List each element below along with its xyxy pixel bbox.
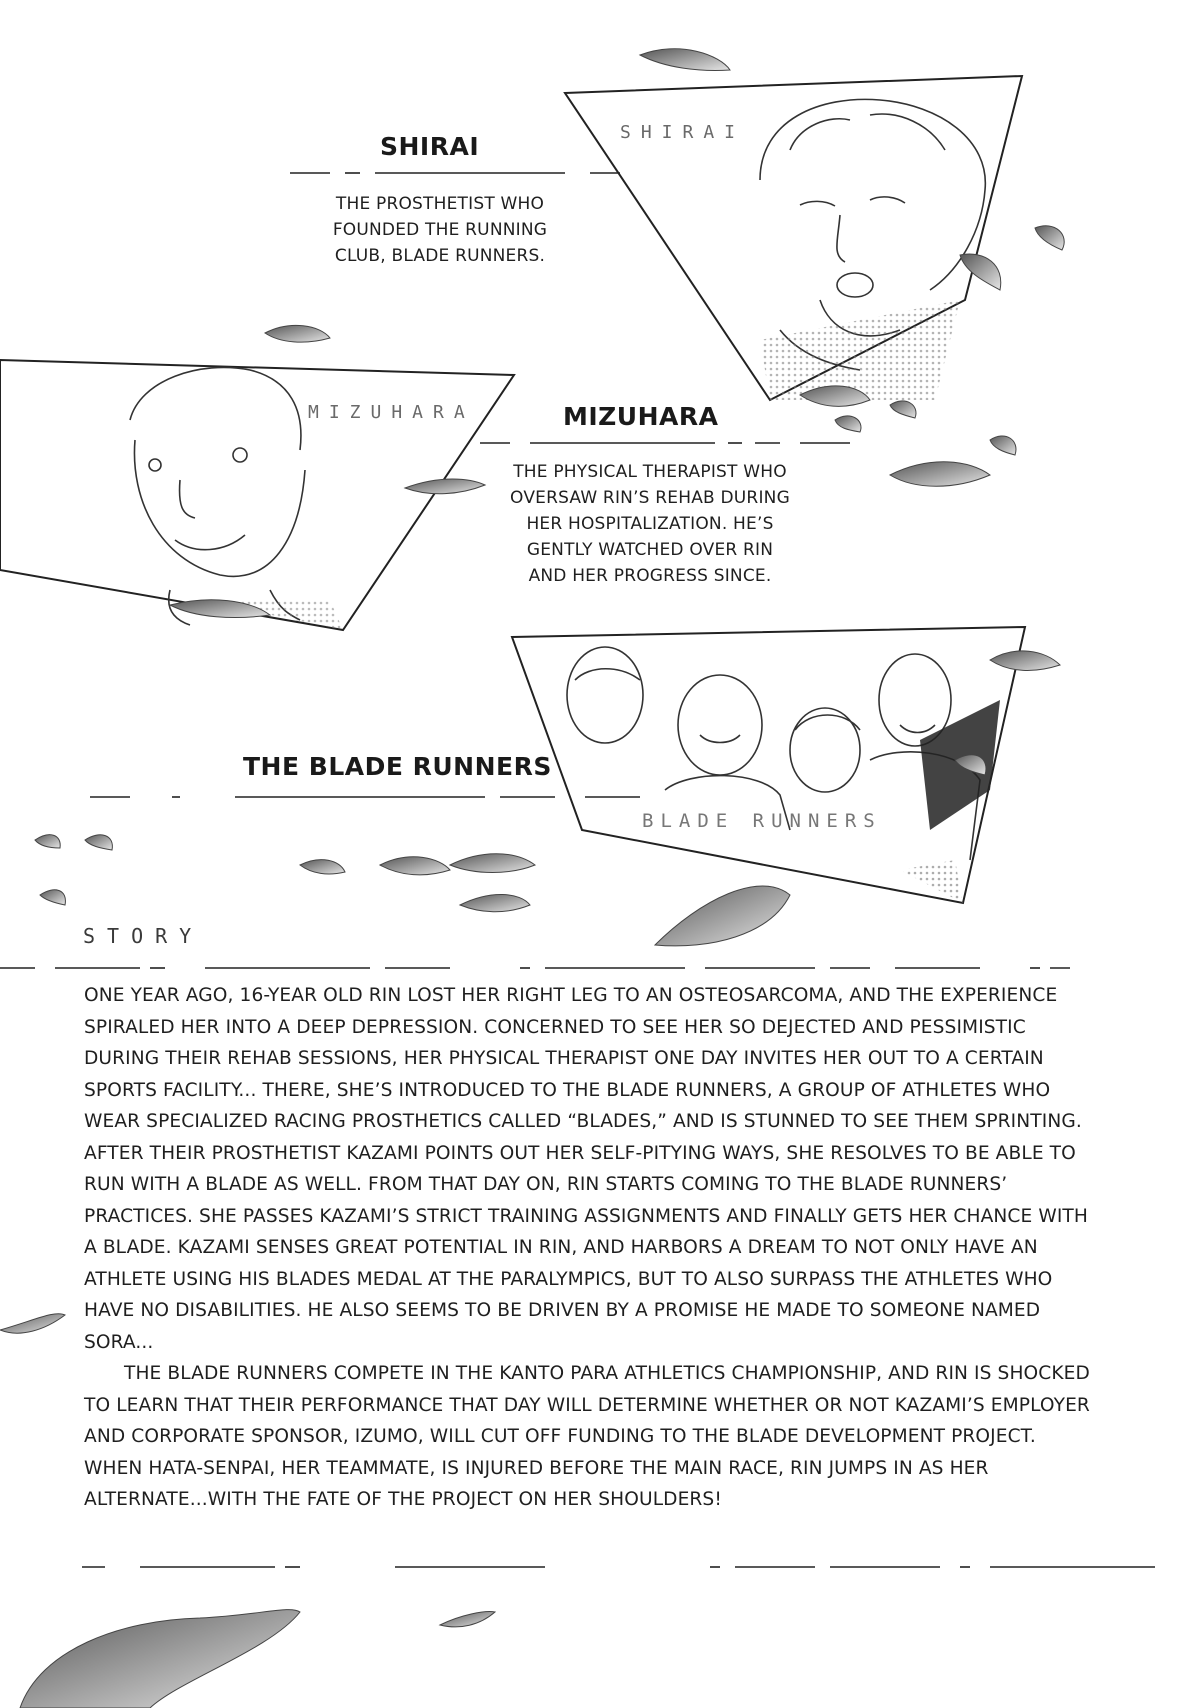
petal <box>35 835 60 848</box>
petal <box>450 854 535 873</box>
description-line: GENTLY WATCHED OVER RIN <box>526 540 774 560</box>
shirai-description <box>290 191 590 269</box>
mizuhara-panel-label: MIZUHARA <box>308 402 475 423</box>
petal <box>265 325 330 342</box>
petal <box>20 1610 300 1708</box>
petal <box>890 401 916 418</box>
mizuhara-name-heading: MIZUHARA <box>563 402 719 431</box>
petal <box>460 894 530 911</box>
description-line: AND HER PROGRESS SINCE. <box>528 566 772 586</box>
story-paragraph: THE BLADE RUNNERS COMPETE IN THE KANTO PARA ATHLETICS CHAMPIONSHIP, AND RIN IS SHOCKED TO LEARN THAT THEIR PERFORMANCE THAT DAY WILL DETERMINE WHETHER OR NOT KAZAMI’S EMPLOYER AND CORPORATE SPONSOR, IZUMO, WILL CUT OFF FUNDING TO THE BLADE DEVELOPMENT PROJECT. WHEN HATA-SENPAI, HER TEAMMATE, IS INJURED BEFORE THE MAIN RACE, RIN JUMPS IN AS HER ALTERNATE...WITH THE FATE OF THE PROJECT ON HER SHOULDERS! <box>84 1363 1090 1510</box>
story-label: STORY <box>83 924 204 948</box>
mizuhara-panel <box>0 360 514 630</box>
petal <box>85 835 112 850</box>
shirai-panel-label: SHIRAI <box>620 122 746 143</box>
blade-runners-panel-label: BLADE RUNNERS <box>642 810 882 832</box>
description-line: OVERSAW RIN’S REHAB DURING <box>510 488 790 508</box>
petal <box>655 886 790 946</box>
petal <box>835 416 861 432</box>
petal <box>440 1612 495 1627</box>
story-paragraph: ONE YEAR AGO, 16-YEAR OLD RIN LOST HER RIGHT LEG TO AN OSTEOSARCOMA, AND THE EXPERIENCE SPIRALED HER INTO A DEEP DEPRESSION. CONCERNED TO SEE HER SO DEJECTED AND PESSIMISTIC DURING THEIR REHAB SESSIONS, HER PHYSICAL THERAPIST ONE DAY INVITES HER OUT TO A CERTAIN SPORTS FACILITY... THERE, SHE’S INTRODUCED TO THE BLADE RUNNERS, A GROUP OF ATHLETES WHO WEAR SPECIALIZED RACING PROSTHETICS CALLED “BLADES,” AND IS STUNNED TO SEE THEM SPRINTING. AFTER THEIR PROSTHETIST KAZAMI POINTS OUT HER SELF-PITYING WAYS, SHE RESOLVES TO BE ABLE TO RUN WITH A BLADE AS WELL. FROM THAT DAY ON, RIN STARTS COMING TO THE BLADE RUNNERS’ PRACTICES. SHE PASSES KAZAMI’S STRICT TRAINING ASSIGNMENTS AND FINALLY GETS HER CHANCE WITH A BLADE. KAZAMI SENSES GREAT POTENTIAL IN RIN, AND HARBORS A DREAM TO NOT ONLY HAVE AN ATHLETE USING HIS BLADES MEDAL AT THE PARALYMPICS, BUT TO ALSO SURPASS THE ATHLETES WHO HAVE NO DISABILITIES. HE ALSO SEEMS TO BE DRIVEN BY A PROMISE HE MADE TO SOMEONE NAMED SORA... <box>84 985 1088 1353</box>
blade-runners-panel <box>512 627 1025 903</box>
petal <box>300 860 345 874</box>
blade-runners-name-heading: THE BLADE RUNNERS <box>243 752 552 781</box>
petal <box>990 436 1016 455</box>
petal <box>0 1314 65 1333</box>
mizuhara-description <box>450 459 850 589</box>
description-line: THE PROSTHETIST WHO <box>335 194 545 214</box>
petal <box>40 890 65 905</box>
petal <box>1035 226 1064 250</box>
petal <box>890 462 990 486</box>
description-line: HER HOSPITALIZATION. HE’S <box>526 514 774 534</box>
petal <box>640 49 730 71</box>
description-line: THE PHYSICAL THERAPIST WHO <box>513 462 787 482</box>
description-line: FOUNDED THE RUNNING <box>332 220 548 240</box>
story-body <box>84 980 1094 1516</box>
shirai-name-heading: SHIRAI <box>380 132 480 161</box>
petal <box>380 857 450 875</box>
description-line: CLUB, BLADE RUNNERS. <box>334 246 546 266</box>
